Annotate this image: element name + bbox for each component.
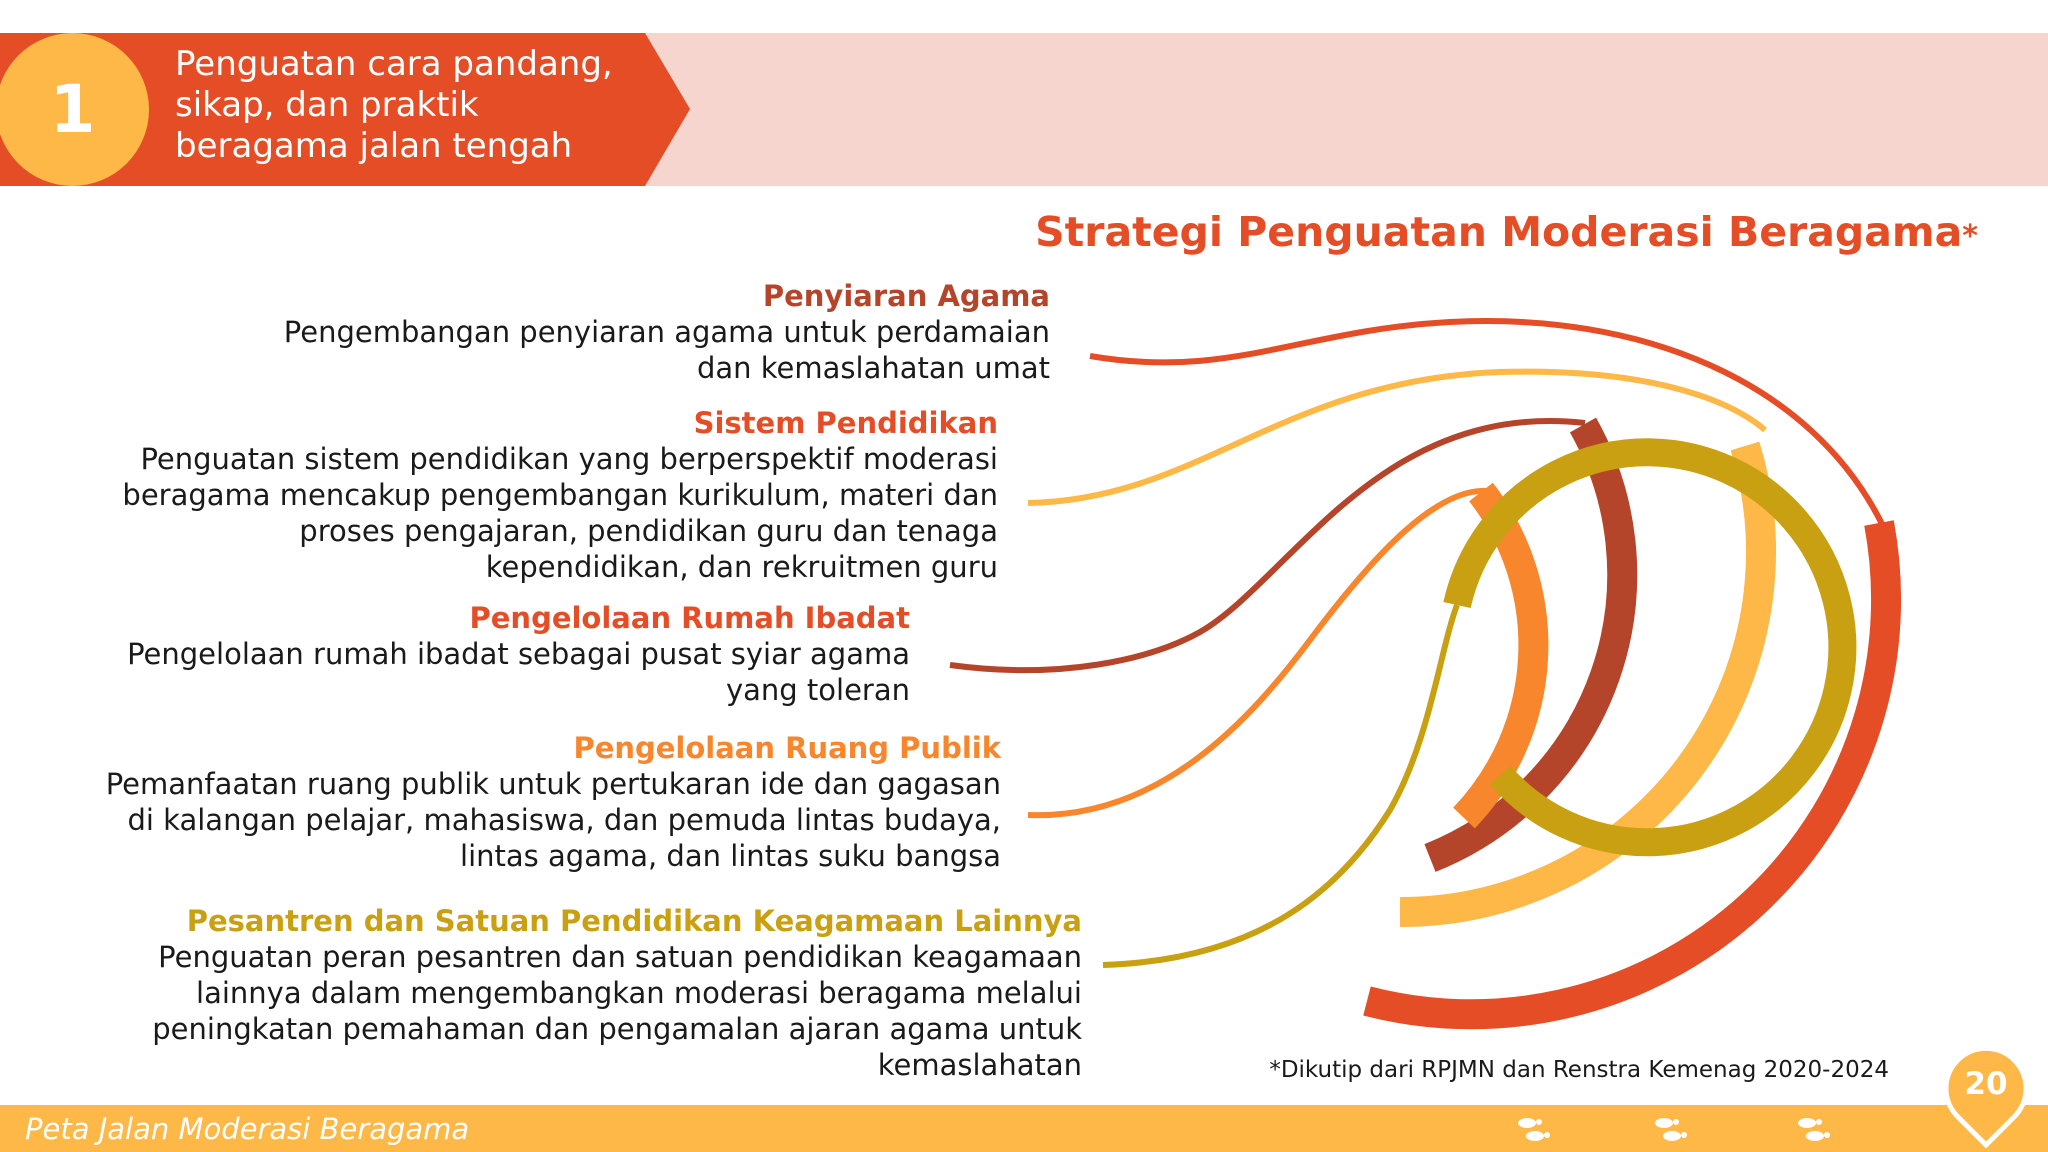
strategy-desc: Pengelolaan rumah ibadat sebagai pusat syiar agama yang toleran (127, 637, 910, 707)
strategy-title: Pengelolaan Ruang Publik (573, 731, 1001, 765)
section-number-badge: 1 (0, 33, 149, 186)
page-number: 20 (1964, 1066, 2008, 1102)
strategy-desc: Penguatan peran pesantren dan satuan pendidikan keagamaan lainnya dalam mengembangkan moderasi beragama melalui peningkatan pemahaman dan pengamalan ajaran agama untuk kemaslahatan (152, 940, 1082, 1082)
section-title: Penguatan cara pandang, sikap, dan praktik beragama jalan tengah (175, 44, 613, 166)
footprints-icon (1650, 1114, 1694, 1144)
strategy-title: Penyiaran Agama (762, 279, 1050, 313)
strategy-desc: Pengembangan penyiaran agama untuk perdamaian dan kemaslahatan umat (283, 315, 1050, 385)
strategy-title: Sistem Pendidikan (693, 406, 998, 440)
strategy-desc: Penguatan sistem pendidikan yang berperspektif moderasi beragama mencakup pengembangan kurikulum, materi dan proses pengajaran, pendidikan guru dan tenaga kependidikan, dan rekruitmen guru (122, 442, 998, 584)
connector-line-ruang-publik (1028, 491, 1495, 815)
arc-pesantren (1457, 452, 1842, 842)
strategy-title: Pengelolaan Rumah Ibadat (469, 601, 910, 635)
connector-line-pendidikan (1028, 372, 1765, 503)
main-title-mark: * (1962, 219, 1978, 254)
strategy-desc: Pemanfaatan ruang publik untuk pertukaran ide dan gagasan di kalangan pelajar, mahasiswa, dan pemuda lintas budaya, lintas agama, dan lintas suku bangsa (105, 767, 1001, 873)
footprints-icon (1793, 1114, 1837, 1144)
main-title-text: Strategi Penguatan Moderasi Beragama (1035, 208, 1963, 256)
footer-title: Peta Jalan Moderasi Beragama (25, 1112, 470, 1146)
strategy-title: Pesantren dan Satuan Pendidikan Keagamaan Lainnya (186, 904, 1082, 938)
footprints-icon (1513, 1114, 1557, 1144)
footnote: *Dikutip dari RPJMN dan Renstra Kemenag 2020-2024 (1269, 1057, 1889, 1083)
